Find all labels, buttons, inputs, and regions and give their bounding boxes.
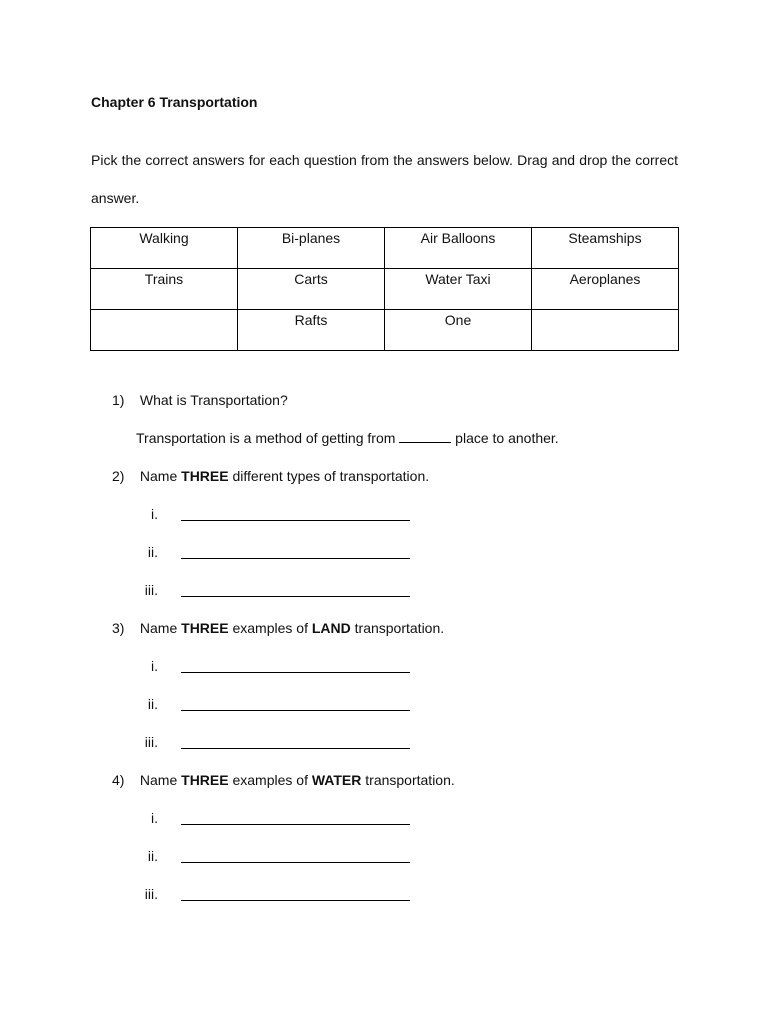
answer-line[interactable] — [181, 861, 410, 863]
question-4 — [112, 772, 455, 788]
answer-bank-row — [91, 228, 679, 269]
question-pre: Name — [139, 772, 178, 788]
answer-option[interactable]: Steamships — [532, 228, 679, 269]
question-number: 2) — [112, 468, 125, 484]
answer-option[interactable]: Trains — [91, 269, 238, 310]
answer-bank-row — [91, 269, 679, 310]
answer-option[interactable]: Bi-planes — [238, 228, 385, 269]
answer-option-empty — [532, 310, 679, 351]
question-emphasis: THREE — [181, 620, 229, 636]
question-pre: Name — [139, 620, 178, 636]
answer-option[interactable]: One — [385, 310, 532, 351]
fill-blank[interactable] — [399, 430, 451, 443]
answer-option-empty — [91, 310, 238, 351]
sentence-end: place to another. — [455, 430, 559, 446]
answer-line[interactable] — [181, 671, 410, 673]
question-pre: Name — [139, 468, 178, 484]
roman-numeral: iii. — [144, 886, 158, 902]
question-mid: different types of transportation. — [232, 468, 430, 484]
answer-bank-table — [90, 227, 679, 351]
instructions: Pick the correct answers for each question from the answers below. Drag and drop the correct answer. — [91, 152, 678, 206]
answer-option[interactable]: Carts — [238, 269, 385, 310]
question-1 — [112, 392, 288, 408]
roman-numeral: ii. — [147, 544, 158, 560]
question-1-sentence — [136, 430, 559, 446]
question-emphasis: WATER — [311, 772, 362, 788]
question-3 — [112, 620, 444, 636]
question-number: 3) — [112, 620, 125, 636]
question-post: transportation. — [365, 772, 455, 788]
page-title: Chapter 6 Transportation — [91, 94, 258, 110]
answer-option[interactable]: Water Taxi — [385, 269, 532, 310]
answer-option[interactable]: Air Balloons — [385, 228, 532, 269]
answer-line[interactable] — [181, 747, 410, 749]
question-emphasis: THREE — [181, 772, 229, 788]
roman-numeral: iii. — [144, 734, 158, 750]
answer-option[interactable]: Walking — [91, 228, 238, 269]
question-number: 4) — [112, 772, 125, 788]
roman-numeral: ii. — [147, 848, 158, 864]
question-emphasis: LAND — [311, 620, 351, 636]
question-mid: examples of — [232, 772, 308, 788]
question-mid: examples of — [232, 620, 308, 636]
answer-option[interactable]: Aeroplanes — [532, 269, 679, 310]
answer-option[interactable]: Rafts — [238, 310, 385, 351]
answer-line[interactable] — [181, 823, 410, 825]
answer-line[interactable] — [181, 557, 410, 559]
question-text: What is Transportation? — [139, 392, 288, 408]
answer-line[interactable] — [181, 709, 410, 711]
answer-line[interactable] — [181, 595, 410, 597]
roman-numeral: i. — [151, 506, 158, 522]
roman-numeral: i. — [151, 810, 158, 826]
question-number: 1) — [112, 392, 125, 408]
roman-numeral: i. — [151, 658, 158, 674]
answer-bank-row — [91, 310, 679, 351]
question-post: transportation. — [354, 620, 445, 636]
question-emphasis: THREE — [181, 468, 229, 484]
roman-numeral: iii. — [144, 582, 158, 598]
answer-line[interactable] — [181, 519, 410, 521]
roman-numeral: ii. — [147, 696, 158, 712]
answer-line[interactable] — [181, 899, 410, 901]
question-2 — [112, 468, 429, 484]
sentence-start: Transportation is a method of getting from — [136, 430, 396, 446]
